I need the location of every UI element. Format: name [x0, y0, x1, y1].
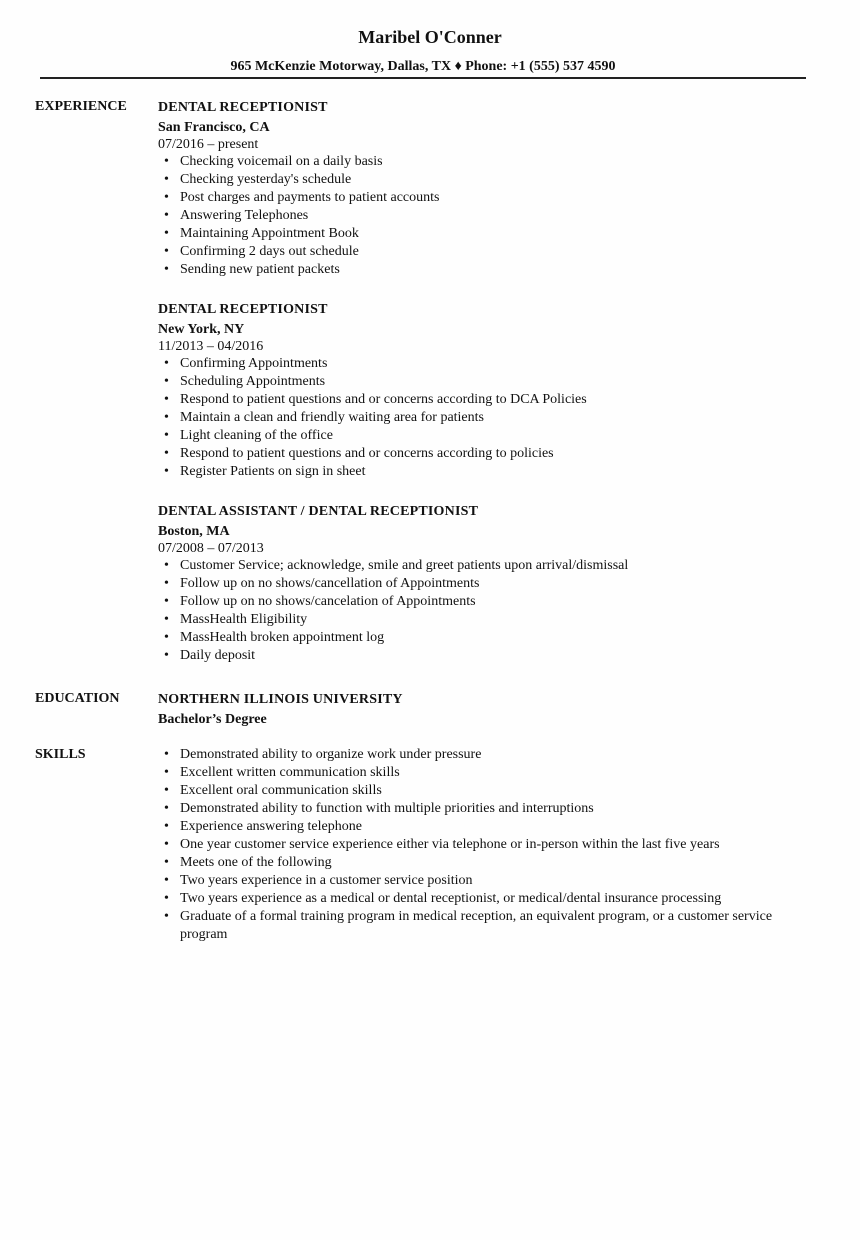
list-item [158, 647, 818, 665]
bullet-icon: • [164, 873, 169, 888]
list-item [158, 836, 822, 854]
list-item [158, 575, 818, 593]
list-item [158, 427, 818, 445]
job-title: DENTAL ASSISTANT / DENTAL RECEPTIONIST [158, 504, 479, 519]
list-item [158, 854, 822, 872]
list-item-text: Sending new patient packets [180, 262, 340, 277]
bullet-icon: • [164, 446, 169, 461]
bullet-icon: • [164, 576, 169, 591]
bullet-icon: • [164, 837, 169, 852]
list-item-text: Maintaining Appointment Book [180, 226, 359, 241]
list-item [158, 153, 818, 171]
bullet-icon: • [164, 765, 169, 780]
list-item [158, 391, 818, 409]
list-item-text: Excellent written communication skills [180, 765, 400, 780]
bullet-icon: • [164, 356, 169, 371]
list-item-text: Graduate of a formal training program in medical reception, an equivalent program, or a customer service program [180, 909, 773, 942]
job-title: DENTAL RECEPTIONIST [158, 302, 328, 317]
bullet-icon: • [164, 747, 169, 762]
list-item-text: Register Patients on sign in sheet [180, 464, 366, 479]
list-item-text: Maintain a clean and friendly waiting area for patients [180, 410, 484, 425]
bullet-icon: • [164, 208, 169, 223]
resume-name: Maribel O'Conner [358, 27, 502, 47]
skills-entry [158, 746, 822, 944]
job-dates: 11/2013 – 04/2016 [158, 339, 264, 354]
list-item-text: Respond to patient questions and or concerns according to policies [180, 446, 554, 461]
list-item [158, 818, 822, 836]
job-location: San Francisco, CA [158, 120, 270, 135]
section-label-skills: SKILLS [35, 747, 86, 762]
bullet-icon: • [164, 909, 169, 924]
bullet-icon: • [164, 392, 169, 407]
list-item-text: Post charges and payments to patient accounts [180, 190, 440, 205]
list-item-text: Follow up on no shows/cancellation of Appointments [180, 576, 480, 591]
list-item-text: Demonstrated ability to function with multiple priorities and interruptions [180, 801, 594, 816]
degree: Bachelor’s Degree [158, 712, 267, 727]
bullet-icon: • [164, 154, 169, 169]
job-entry [158, 503, 818, 665]
bullet-icon: • [164, 226, 169, 241]
list-item [158, 207, 818, 225]
list-item [158, 890, 822, 908]
list-item-text: MassHealth broken appointment log [180, 630, 385, 645]
list-item-text: Two years experience as a medical or dental receptionist, or medical/dental insurance processing [180, 891, 722, 906]
bullet-icon: • [164, 891, 169, 906]
list-item [158, 463, 818, 481]
list-item [158, 800, 822, 818]
list-item-text: Scheduling Appointments [180, 374, 326, 389]
bullet-icon: • [164, 374, 169, 389]
list-item-text: Confirming Appointments [180, 356, 328, 371]
list-item [158, 243, 818, 261]
list-item [158, 261, 818, 279]
section-label-experience: EXPERIENCE [35, 99, 127, 114]
list-item-text: Checking voicemail on a daily basis [180, 154, 383, 169]
contact-line: 965 McKenzie Motorway, Dallas, TX ♦ Phone: +1 (555) 537 4590 [230, 59, 616, 74]
skills-list [158, 746, 822, 944]
list-item-text: Respond to patient questions and or concerns according to DCA Policies [180, 392, 587, 407]
bullet-icon: • [164, 819, 169, 834]
section-label-education: EDUCATION [35, 691, 120, 706]
job-location: New York, NY [158, 322, 245, 337]
job-dates: 07/2016 – present [158, 137, 259, 152]
list-item [158, 189, 818, 207]
bullet-icon: • [164, 855, 169, 870]
bullet-icon: • [164, 172, 169, 187]
list-item-text: Two years experience in a customer service position [180, 873, 473, 888]
list-item-text: Demonstrated ability to organize work under pressure [180, 747, 482, 762]
job-bullets [158, 355, 818, 481]
list-item-text: Confirming 2 days out schedule [180, 244, 359, 259]
list-item [158, 409, 818, 427]
list-item [158, 872, 822, 890]
job-bullets [158, 153, 818, 279]
job-bullets [158, 557, 818, 665]
bullet-icon: • [164, 428, 169, 443]
bullet-icon: • [164, 612, 169, 627]
list-item-text: Checking yesterday's schedule [180, 172, 352, 187]
list-item-text: Customer Service; acknowledge, smile and greet patients upon arrival/dismissal [180, 558, 629, 573]
list-item [158, 908, 822, 944]
list-item [158, 764, 822, 782]
education-entry [158, 691, 818, 729]
list-item-text: Daily deposit [180, 648, 256, 663]
job-location: Boston, MA [158, 524, 230, 539]
bullet-icon: • [164, 630, 169, 645]
job-entry [158, 99, 818, 279]
bullet-icon: • [164, 464, 169, 479]
list-item [158, 373, 818, 391]
list-item-text: Answering Telephones [180, 208, 309, 223]
bullet-icon: • [164, 558, 169, 573]
list-item [158, 355, 818, 373]
job-dates: 07/2008 – 07/2013 [158, 541, 264, 556]
bullet-icon: • [164, 648, 169, 663]
bullet-icon: • [164, 410, 169, 425]
list-item [158, 445, 818, 463]
bullet-icon: • [164, 594, 169, 609]
list-item-text: Excellent oral communication skills [180, 783, 382, 798]
list-item-text: Meets one of the following [180, 855, 332, 870]
list-item [158, 593, 818, 611]
bullet-icon: • [164, 244, 169, 259]
school-name: NORTHERN ILLINOIS UNIVERSITY [158, 692, 403, 707]
list-item [158, 746, 822, 764]
list-item [158, 782, 822, 800]
list-item [158, 611, 818, 629]
bullet-icon: • [164, 801, 169, 816]
list-item-text: Light cleaning of the office [180, 428, 333, 443]
header-divider [40, 77, 806, 79]
list-item-text: Follow up on no shows/cancelation of Appointments [180, 594, 476, 609]
job-entry [158, 301, 818, 481]
list-item-text: One year customer service experience either via telephone or in-person within the last five years [180, 837, 720, 852]
job-title: DENTAL RECEPTIONIST [158, 100, 328, 115]
list-item [158, 629, 818, 647]
bullet-icon: • [164, 262, 169, 277]
list-item-text: MassHealth Eligibility [180, 612, 308, 627]
list-item [158, 557, 818, 575]
bullet-icon: • [164, 190, 169, 205]
bullet-icon: • [164, 783, 169, 798]
list-item-text: Experience answering telephone [180, 819, 362, 834]
list-item [158, 225, 818, 243]
list-item [158, 171, 818, 189]
